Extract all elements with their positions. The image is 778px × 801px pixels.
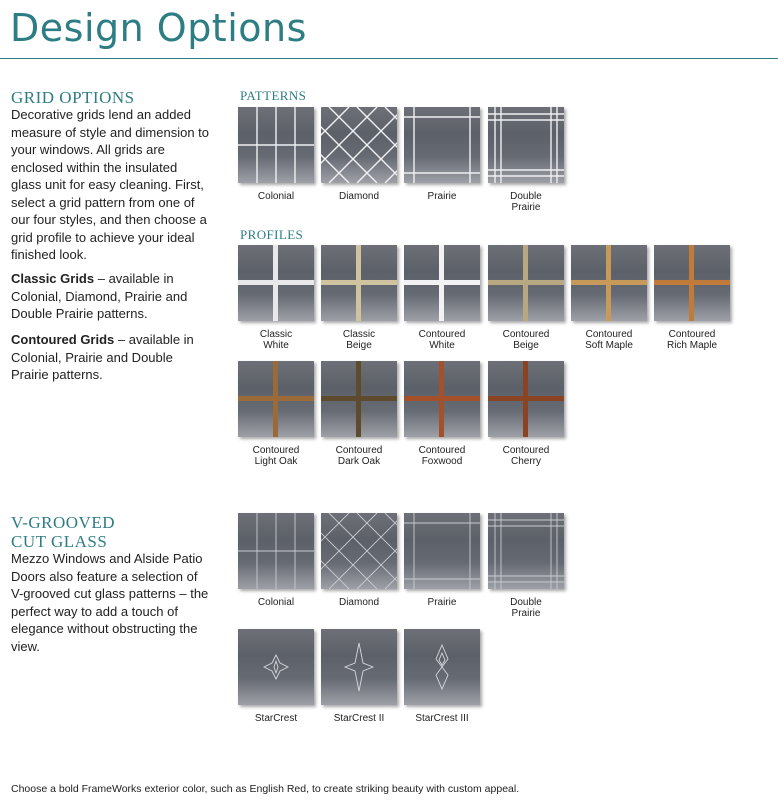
profile-swatch-caption: Contoured Light Oak: [252, 445, 300, 467]
profiles-heading: PROFILES: [240, 227, 304, 242]
vgroove-diamond-caption: Diamond: [338, 597, 380, 608]
title-rule: [0, 58, 778, 59]
contoured-grids-label: Contoured Grids: [11, 332, 115, 347]
vgroove-double-prairie: [488, 513, 566, 619]
profile-swatch-caption: Contoured Soft Maple: [585, 329, 633, 351]
profile-swatch: [238, 245, 316, 351]
profile-swatch: [404, 361, 482, 467]
pattern-double-prairie-image: [488, 107, 564, 183]
pattern-colonial: [238, 107, 316, 202]
pattern-prairie-caption: Prairie: [427, 191, 457, 202]
vgroove-heading: [11, 513, 115, 551]
vgroove-heading-line2: CUT GLASS: [11, 532, 108, 551]
pattern-double-prairie-caption: Double Prairie: [510, 191, 542, 213]
profile-swatch: [488, 245, 566, 351]
vgroove-starcrest3: [404, 629, 482, 724]
vgroove-starcrest3-image: [404, 629, 480, 705]
pattern-prairie-image: [404, 107, 480, 183]
vgroove-prairie-image: [404, 513, 480, 589]
profile-swatch: [238, 361, 316, 467]
profile-swatch-image: [571, 245, 647, 321]
pattern-diamond-image: [321, 107, 397, 183]
vgroove-starcrest-caption: StarCrest: [254, 713, 298, 724]
page-title: Design Options: [10, 6, 307, 50]
vgroove-heading-line1: V-GROOVED: [11, 513, 115, 532]
profile-swatch-image: [654, 245, 730, 321]
pattern-prairie: [404, 107, 482, 202]
vgroove-starcrest-image: [238, 629, 314, 705]
grid-options-heading: GRID OPTIONS: [11, 88, 135, 107]
vgroove-diamond: [321, 513, 399, 608]
profile-swatch: [571, 245, 649, 351]
contoured-grids-text: [11, 331, 211, 384]
pattern-colonial-image: [238, 107, 314, 183]
profile-swatch-caption: Classic White: [259, 329, 293, 351]
vgroove-starcrest3-caption: StarCrest III: [415, 713, 469, 724]
patterns-heading: PATTERNS: [240, 88, 307, 103]
profile-swatch-image: [321, 361, 397, 437]
profile-swatch-caption: Contoured Dark Oak: [335, 445, 383, 467]
vgroove-double-prairie-caption: Double Prairie: [510, 597, 542, 619]
vgroove-colonial: [238, 513, 316, 608]
vgroove-colonial-image: [238, 513, 314, 589]
pattern-double-prairie: [488, 107, 566, 213]
profile-swatch: [488, 361, 566, 467]
vgroove-starcrest: [238, 629, 316, 724]
pattern-diamond-caption: Diamond: [338, 191, 380, 202]
vgroove-prairie: [404, 513, 482, 608]
pattern-colonial-caption: Colonial: [257, 191, 295, 202]
profile-swatch: [654, 245, 732, 351]
profile-swatch-image: [404, 361, 480, 437]
profile-swatch-caption: Contoured Foxwood: [418, 445, 466, 467]
classic-grids-label: Classic Grids: [11, 271, 95, 286]
vgroove-diamond-image: [321, 513, 397, 589]
profile-swatch-caption: Classic Beige: [342, 329, 376, 351]
profile-swatch-image: [488, 245, 564, 321]
profile-swatch: [321, 245, 399, 351]
vgroove-starcrest2: [321, 629, 399, 724]
vgroove-colonial-caption: Colonial: [257, 597, 295, 608]
profile-swatch-image: [238, 245, 314, 321]
vgroove-double-prairie-image: [488, 513, 564, 589]
profile-swatch-caption: Contoured Beige: [502, 329, 550, 351]
grid-options-intro: Decorative grids lend an added measure of style and dimension to your windows. All grids are enclosed within the insulated glass unit for easy cleaning. First, select a grid pattern from one of our four styles, and then choose a grid profile to achieve your ideal finished look.: [11, 107, 209, 262]
footer-caption: Choose a bold FrameWorks exterior color, such as English Red, to create striking beauty with custom appeal.: [11, 783, 520, 795]
profile-swatch-image: [238, 361, 314, 437]
vgroove-starcrest2-caption: StarCrest II: [333, 713, 385, 724]
profile-swatch-caption: Contoured Rich Maple: [666, 329, 718, 351]
profile-swatch-image: [404, 245, 480, 321]
classic-grids-desc: – available in Colonial, Diamond, Prairie and Double Prairie patterns.: [11, 271, 188, 321]
profile-swatch: [404, 245, 482, 351]
vgroove-prairie-caption: Prairie: [427, 597, 457, 608]
vgroove-starcrest2-image: [321, 629, 397, 705]
pattern-diamond: [321, 107, 399, 202]
profile-swatch: [321, 361, 399, 467]
profile-swatch-caption: Contoured Cherry: [502, 445, 550, 467]
profile-swatch-caption: Contoured White: [418, 329, 466, 351]
profile-swatch-image: [321, 245, 397, 321]
classic-grids-text: [11, 270, 211, 323]
contoured-grids-desc: – available in Colonial, Prairie and Double Prairie patterns.: [11, 332, 194, 382]
vgroove-text: Mezzo Windows and Alside Patio Doors also feature a selection of V-grooved cut glass patterns – the perfect way to add a touch of elegance without obstructing the view.: [11, 551, 209, 654]
profile-swatch-image: [488, 361, 564, 437]
